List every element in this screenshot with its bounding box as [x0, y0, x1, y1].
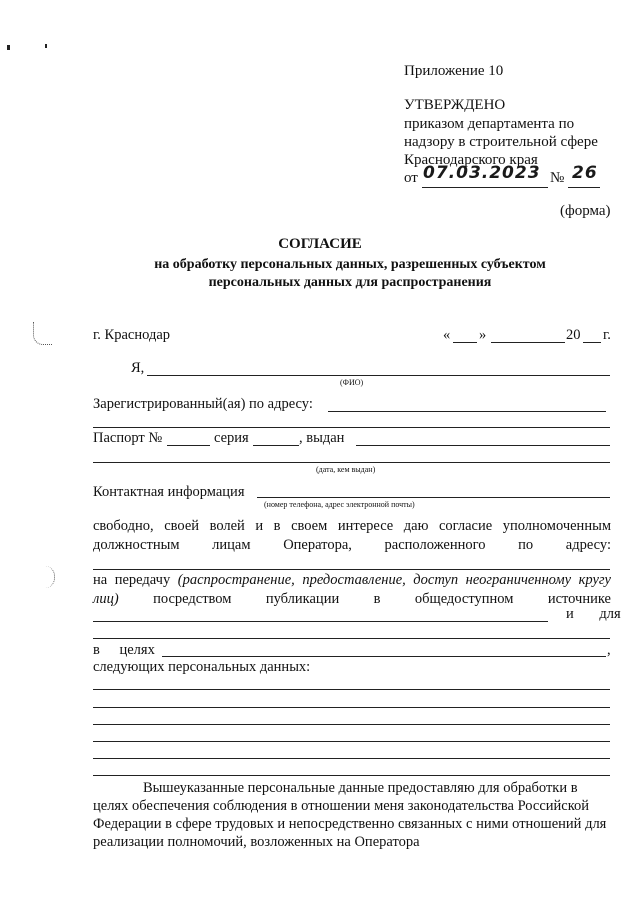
- city-label: г. Краснодар: [93, 327, 171, 343]
- issued-label: , выдан: [299, 430, 345, 446]
- following-data-label: следующих персональных данных:: [93, 659, 311, 675]
- date-underline: [422, 187, 548, 188]
- data-line-6[interactable]: [93, 775, 610, 776]
- transfer-prefix: на передачу: [93, 572, 178, 588]
- address-field-1[interactable]: [328, 411, 606, 412]
- contact-label: Контактная информация: [93, 484, 245, 500]
- data-line-1[interactable]: [93, 689, 610, 690]
- data-line-3[interactable]: [93, 724, 610, 725]
- passport-row: [93, 430, 613, 450]
- series-label: серия: [214, 430, 249, 446]
- consent-text: свободно, своей волей и в своем интересе даю согласие уполномоченным должностным лицам Оператора, расположенного по адресу:: [93, 518, 611, 553]
- final-paragraph: Вышеуказанные персональные данные предоставляю для обработки в целях обеспечения соблюдения в отношении меня законодательства Российской Федерации в сфере трудовых и непосредственно связанных с ними отношений для реализации полномочий, возложенных на Оператора: [93, 780, 607, 850]
- handwritten-number: 26: [572, 163, 598, 183]
- scan-mark: [38, 566, 55, 588]
- document-subtitle-line-1: на обработку персональных данных, разрешенных субъектом: [154, 257, 546, 272]
- century-label: 20: [566, 327, 581, 343]
- month-field[interactable]: [491, 342, 565, 343]
- series-field[interactable]: [253, 445, 299, 446]
- data-line-2[interactable]: [93, 707, 610, 708]
- operator-address-field[interactable]: [93, 569, 610, 570]
- scan-mark: [33, 322, 52, 345]
- number-underline: [568, 187, 600, 188]
- purposes-comma: ,: [607, 642, 611, 658]
- form-label: (форма): [560, 203, 611, 219]
- contact-field[interactable]: [257, 497, 610, 498]
- and-for-text: и для: [566, 606, 621, 622]
- transfer-italic: (распространение, предоставление, доступ неограниченному кругу лиц): [93, 572, 611, 607]
- number-label: №: [550, 170, 565, 186]
- in-purposes-label: в целях: [93, 642, 155, 658]
- appendix-label: Приложение 10: [404, 63, 504, 79]
- year-field[interactable]: [583, 342, 601, 343]
- order-line-2: надзору в строительной сфере: [404, 134, 598, 150]
- scan-mark: [7, 45, 10, 50]
- open-quote: «: [443, 327, 451, 343]
- purposes-field[interactable]: [162, 656, 606, 657]
- order-date-row: [404, 163, 604, 190]
- passport-number-field[interactable]: [167, 445, 210, 446]
- scan-mark: [45, 44, 47, 48]
- year-suffix: г.: [603, 327, 611, 343]
- transfer-suffix: посредством публикации в общедоступном источнике: [118, 591, 611, 607]
- fio-field[interactable]: [147, 375, 610, 376]
- handwritten-date: 07.03.2023: [423, 163, 541, 183]
- close-quote: »: [479, 327, 487, 343]
- document-subtitle-line-2: персональных данных для распространения: [208, 275, 492, 290]
- fio-hint: (ФИО): [340, 378, 364, 387]
- order-line-1: приказом департамента по: [404, 116, 575, 132]
- issued-by-field[interactable]: [356, 445, 610, 446]
- registered-label: Зарегистрированный(ая) по адресу:: [93, 396, 313, 412]
- day-field[interactable]: [453, 342, 477, 343]
- i-label: Я,: [131, 360, 145, 376]
- from-label: от: [404, 170, 418, 186]
- address-field-2[interactable]: [93, 427, 610, 428]
- source-field[interactable]: [93, 621, 548, 622]
- data-line-4[interactable]: [93, 741, 610, 742]
- approved-label: УТВЕРЖДЕНО: [404, 97, 506, 113]
- data-line-5[interactable]: [93, 758, 610, 759]
- transfer-field-2[interactable]: [93, 638, 610, 639]
- transfer-text: [93, 571, 611, 609]
- order-line-3: Краснодарского края: [404, 152, 538, 168]
- date-blank: [443, 327, 613, 347]
- issued-field-2[interactable]: [93, 462, 610, 463]
- contact-hint: (номер телефона, адрес электронной почты): [264, 500, 415, 509]
- passport-label: Паспорт №: [93, 430, 163, 446]
- issued-hint: (дата, кем выдан): [316, 465, 376, 474]
- and-for-label: [566, 606, 621, 623]
- document-title: СОГЛАСИЕ: [278, 236, 362, 252]
